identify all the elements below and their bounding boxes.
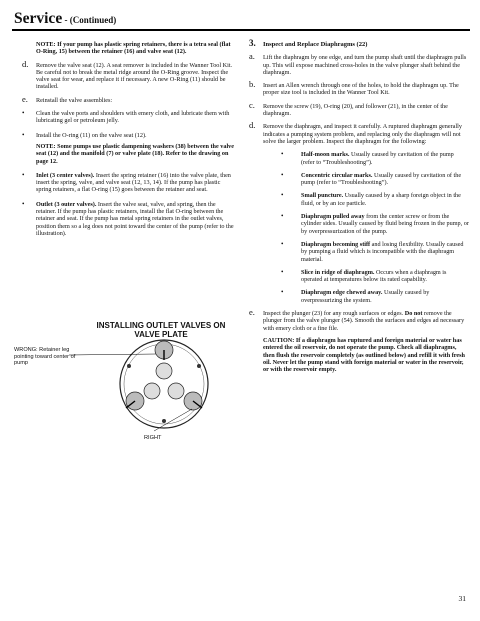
inspection-item: • Diaphragm edge chewed away. Usually caused by overpressurizing the system. — [281, 288, 430, 304]
header-title: Service — [14, 10, 63, 27]
inspection-item: • Slice in ridge of diaphragm. Occurs when a diaphragm is operated at temperatures below its rated capability. — [281, 267, 447, 284]
step-e-text: Reinstall the valve assemblies: — [36, 96, 113, 104]
page-number: 31 — [458, 594, 466, 603]
inspection-item: • Diaphragm pulled away from the center screw or from the cylinder sides. Usually caused by fluid being frozen in the pump, or by overpressurization of the pump. — [281, 212, 469, 235]
inspection-item: • Diaphragm becoming stiff and losing flexibility. Usually caused by pumping a fluid which is incompatible with the diaphragm material. — [281, 239, 464, 263]
step-d-letter: d. — [22, 58, 29, 69]
step-c: c. Remove the screw (19), O-ring (20), and follower (21), in the center of the diaphragm. — [249, 99, 448, 118]
dampening-washer-note: NOTE: Some pumps use plastic dampening washers (38) between the valve seat (12) and the manifold (7) or valve plate (18). Refer to the drawing on page 12. — [36, 142, 235, 165]
caution-note: CAUTION: If a diaphragm has ruptured and foreign material or water has entered the oil reservoir, do not operate the pump. Check all diaphragms, then flush the reservoir completely (as outlined below) and refill it with fresh oil. Never let the pump stand with foreign material or water in the reservoir, or with the reservoir empty. — [263, 336, 465, 374]
bullet-icon: • — [22, 170, 25, 179]
bullet-icon: • — [281, 212, 284, 221]
header-rule — [12, 29, 470, 31]
bullet-icon: • — [281, 239, 284, 248]
valve-plate-illustration — [14, 321, 244, 441]
bullet-outlet-valves: • Outlet (3 outer valves). Insert the valve seat, valve, and spring, then the retainer. If the pump has plastic retainers, install the flat O-ring between the retainer and seat. If the pump has metal spring retainers in the outlet valves, position them so a leg does not point toward the center of the pump (refer to the illustration). — [22, 199, 234, 237]
bullet-inlet-valves: • Inlet (3 center valves). Insert the spring retainer (16) into the valve plate, then insert the spring, valve, and valve seat (12, 13, 14). If the pump has plastic spring retainers, a flat O-ring (15) goes between the retainer and seat. — [22, 170, 231, 194]
inspection-item: • Half-moon marks. Usually caused by cavitation of the pump (refer to “Troubleshooting”). — [281, 150, 454, 166]
step-d-text: Remove the valve seat (12). A seat remover is included in the Wanner Tool Kit. Be careful not to break the metal ridge around the O-Ring groove. Inspect the valve seat for wear, and replace it if necessary. A new O-Ring (11) should be installed. — [36, 61, 233, 91]
step-a: a. Lift the diaphragm by one edge, and turn the pump shaft until the diaphragm pulls up. This will expose machined cross-holes in the valve plunger shaft behind the diaphragm. — [249, 51, 467, 76]
left-column — [22, 41, 237, 244]
step-d-right: d. Remove the diaphragm, and inspect it carefully. A ruptured diaphragm generally indicates a pumping system problem, and replacing only the diaphragm will not solve the larger problem. Inspect the diaphragm for the following: — [249, 120, 462, 145]
step-e — [22, 93, 237, 104]
step-b: b. Insert an Allen wrench through one of the holes, to hold the diaphragm up. The proper size tool is included in the Wanner Tool Kit. — [249, 79, 459, 97]
bullet-install-oring: • Install the O-ring (11) on the valve seat (12). NOTE: Some pumps use plastic dampening washers (38) between the valve seat (12) and the manifold (7) or valve plate (18). Refer to the drawing on page 12. — [22, 132, 237, 165]
bullet-icon: • — [281, 288, 284, 297]
section-heading — [249, 38, 469, 48]
figure-title: INSTALLING OUTLET VALVES ON VALVE PLATE — [96, 321, 226, 339]
section-number: 3. — [249, 38, 256, 48]
inspection-item: • Concentric circular marks. Usually caused by cavitation of the pump (refer to “Troubleshooting”). — [281, 170, 462, 187]
bullet-icon: • — [22, 199, 25, 208]
right-column — [249, 38, 469, 379]
right-label: RIGHT — [144, 435, 162, 441]
step-d — [22, 58, 237, 91]
bullet-icon: • — [22, 109, 25, 118]
header-subtitle: - (Continued) — [62, 15, 117, 25]
bullet-icon: • — [281, 150, 284, 159]
bullet-icon: • — [281, 170, 284, 179]
step-e-right: e. Inspect the plunger (23) for any rough surfaces or edges. Do not remove the plunger from the valve plunger (54). Smooth the surfaces and edges ad necessary with emery cloth or a fine file. CAUTION: If a diaphragm has ruptured and foreign material or water has entered the oil reservoir, do not operate the pump. Check all diaphragms, then flush the reservoir completely (as outlined below) and refill it with fresh oil. Never let the pump stand with foreign material or water in the reservoir, or with the reservoir empty. — [249, 310, 469, 373]
bullet-icon: • — [22, 130, 25, 139]
bullet-icon: • — [281, 191, 284, 200]
bullet-clean-ports: • Clean the valve ports and shoulders with emery cloth, and lubricate them with lubricating gel or petroleum jelly. — [22, 109, 230, 125]
wrong-label: WRONG: Retainer leg pointing toward center of pump — [14, 347, 76, 366]
step-e-letter: e. — [22, 93, 28, 104]
inspection-item: • Small puncture. Usually caused by a sharp foreign object in the fluid, or by an ice particle. — [281, 191, 461, 207]
plastic-retainer-note: NOTE: If your pump has plastic spring retainers, there is a tetra seal (flat O-Ring, 15) between the retainer (16) and valve seat (12). — [36, 41, 231, 56]
bullet-icon: • — [281, 267, 284, 276]
page-header — [14, 10, 116, 28]
section-title: Inspect and Replace Diaphragms (22) — [263, 41, 368, 48]
valve-plate-drawing — [14, 321, 244, 441]
